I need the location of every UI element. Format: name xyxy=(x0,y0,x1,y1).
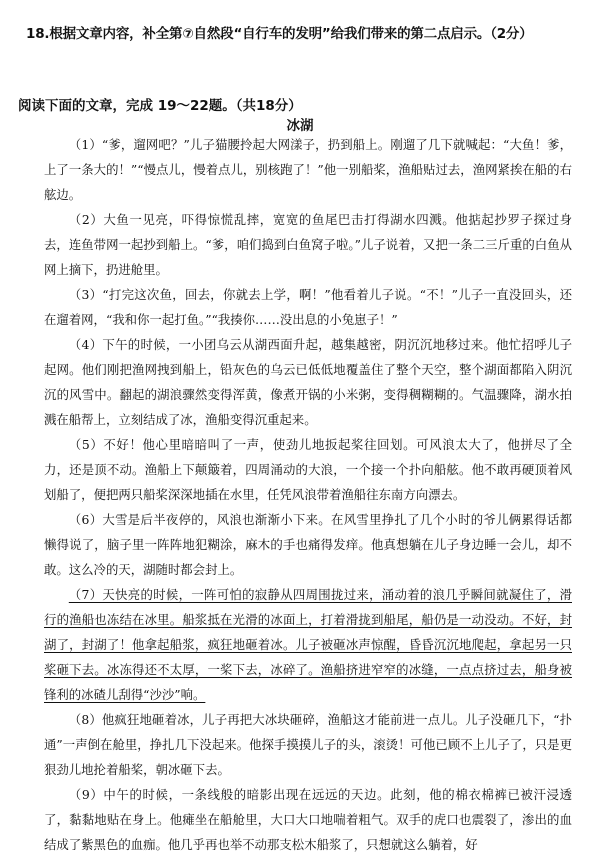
paragraph-6: （6）大雪是后半夜停的，风浪也渐渐小下来。在风雪里挣扎了几个小时的爷儿俩累得话都懒得说了，脑子里一阵阵地犯糊涂，麻木的手也痛得发痒。他真想躺在儿子身边睡一会儿，却不敢。这么冷的天，湖随时都会封上。 xyxy=(44,512,572,577)
paragraph-8: （8）他疯狂地砸着冰，儿子再把大冰块砸碎，渔船这才能前进一点儿。儿子没砸几下，“扑通”一声倒在舱里，挣扎几下没起来。他探手摸摸儿子的头，滚烫！可他已顾不上儿子了，只是更狠劲儿地抡着船桨，朝冰砸下去。 xyxy=(44,712,572,777)
paragraph-7: （7）天快亮的时候，一阵可怕的寂静从四周围拢过来，涌动着的浪几乎瞬间就凝住了，滑行的渔船也冻结在冰里。船浆抵在光滑的冰面上，打着滑拢到船尾，船仍是一动没动。不好，封湖了，封湖了！他拿起船浆，疯狂地砸着冰。儿子被砸冰声惊醒，昏昏沉沉地爬起，拿起另一只桨砸下去。冰冻得还不太厚，一桨下去，冰碎了。渔船挤进窄窄的冰缝，一点点挤过去，船身被锋利的冰碴儿刮得“沙沙”响。 xyxy=(44,587,572,702)
article-body xyxy=(44,132,572,857)
article-title: 冰湖 xyxy=(286,118,314,134)
reading-instruction: 阅读下面的文章，完成 19～22题。（共18分） xyxy=(18,98,302,114)
paragraph-9: （9）中午的时候，一条线般的暗影出现在远远的天边。此刻，他的棉衣棉裤已被汗浸透了，黏黏地贴在身上。他瘫坐在船舱里，大口大口地喘着粗气。双手的虎口也震裂了，渗出的血结成了紫黑色的血痂。他几乎再也举不动那支松木船浆了，只想就这么躺着，好 xyxy=(44,787,572,852)
question-18: 18.根据文章内容，补全第⑦自然段“自行车的发明”给我们带来的第二点启示。（2分） xyxy=(26,26,533,42)
paragraph-3: （3）“打完这次鱼，回去，你就去上学，啊！”他看着儿子说。“不！”儿子一直没回头，还在遛着网，“我和你一起打鱼。”“我揍你……没出息的小兔崽子！” xyxy=(44,287,572,327)
paragraph-2: （2）大鱼一见亮，吓得惊慌乱摔，宽宽的鱼尾巴击打得湖水四溅。他掂起抄罗子探过身去，连鱼带网一起抄到船上。“爹，咱们捣到白鱼窝子啦。”儿子说着，又把一条二三斤重的白鱼从网上摘下，扔进舱里。 xyxy=(44,212,572,277)
paragraph-4: （4）下午的时候，一小团乌云从湖西面升起，越集越密，阴沉沉地移过来。他忙招呼儿子起网。他们刚把渔网拽到船上，铅灰色的乌云已低低地覆盖住了整个天空，整个湖面都陷入阴沉沉的风雪中。翻起的湖浪骤然变得浑黄，像煮开锅的小米粥，变得稠糊糊的。气温骤降，湖水拍溅在船帮上，立刻结成了冰，渔船变得沉重起来。 xyxy=(44,337,572,427)
paragraph-5: （5）不好！他心里暗暗叫了一声，使劲儿地扳起桨往回划。可风浪太大了，他拼尽了全力，还是顶不动。渔船上下颠簸着，四周涌动的大浪，一个接一个扑向船舷。他不敢再硬顶着风划船了，便把两只船桨深深地插在水里，任凭风浪带着渔船往东南方向漂去。 xyxy=(44,437,572,502)
paragraph-1: （1）“爹，遛网吧？”儿子猫腰拎起大网漾子，扔到船上。刚遛了几下就喊起：“大鱼！爹，上了一条大的！”“慢点儿，慢着点儿，别核跑了！”他一别船桨，渔船贴过去，渔网紧挨在船的右舷边。 xyxy=(44,137,572,202)
